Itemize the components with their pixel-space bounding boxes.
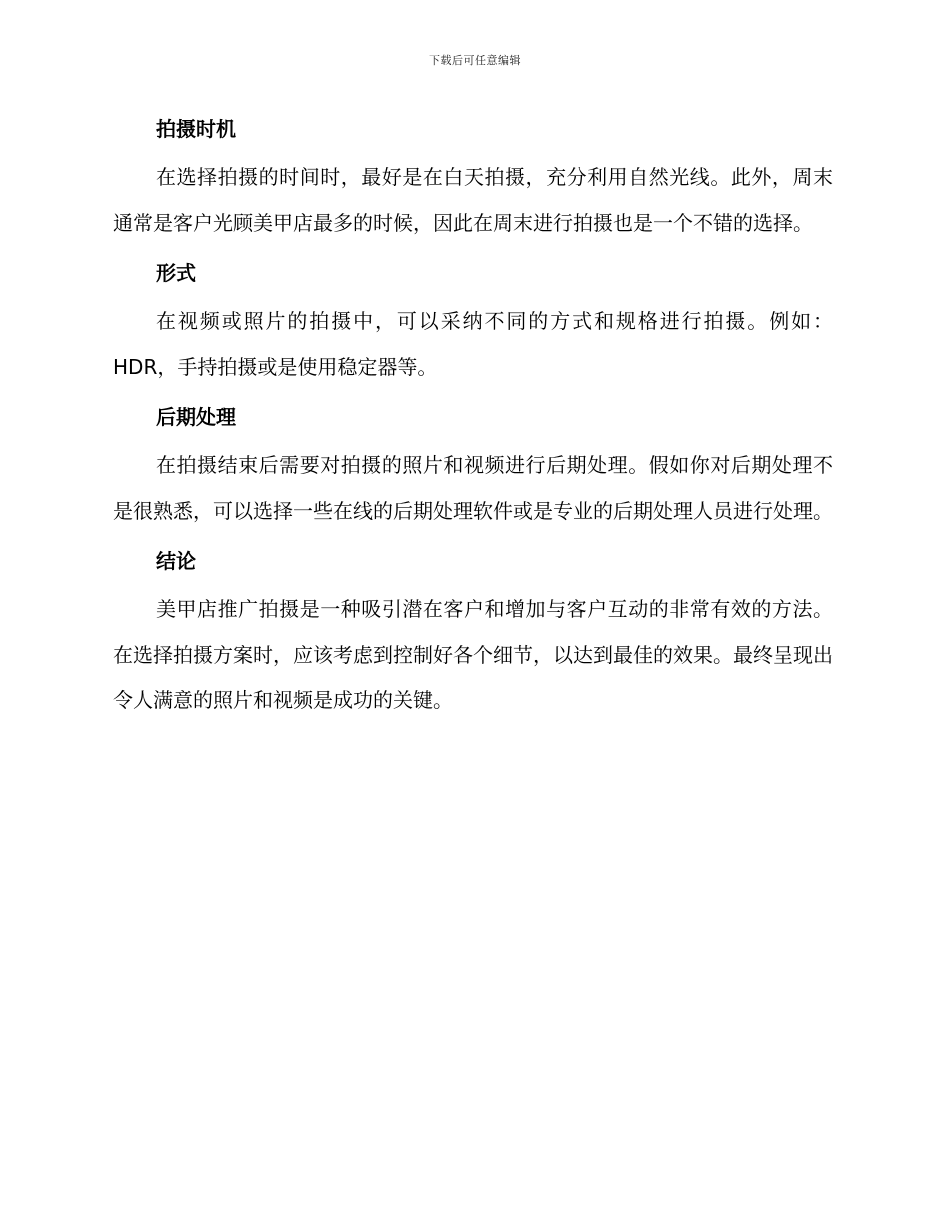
- section-heading: 拍摄时机: [156, 117, 236, 141]
- section-paragraph: 在视频或照片的拍摄中，可以采纳不同的方式和规格进行拍摄。例如：HDR，手持拍摄或是使用稳定器等。: [113, 309, 833, 379]
- section-paragraph: 美甲店推广拍摄是一种吸引潜在客户和增加与客户互动的非常有效的方法。在选择拍摄方案时，应该考虑到控制好各个细节，以达到最佳的效果。最终呈现出令人满意的照片和视频是成功的关键。: [113, 597, 833, 712]
- section-paragraph: 在拍摄结束后需要对拍摄的照片和视频进行后期处理。假如你对后期处理不是很熟悉，可以选择一些在线的后期处理软件或是专业的后期处理人员进行处理。: [113, 453, 833, 523]
- section-post-processing: [113, 401, 833, 545]
- section-heading: 结论: [156, 549, 196, 573]
- section-format: [113, 257, 833, 401]
- section-heading: 后期处理: [156, 405, 236, 429]
- page-header: 下载后可任意编辑: [429, 54, 521, 67]
- section-conclusion: [113, 545, 833, 724]
- section-heading: 形式: [156, 261, 196, 285]
- section-paragraph: 在选择拍摄的时间时，最好是在白天拍摄，充分利用自然光线。此外，周末通常是客户光顾美甲店最多的时候，因此在周末进行拍摄也是一个不错的选择。: [113, 165, 833, 235]
- document-body: [113, 113, 833, 724]
- section-shooting-timing: [113, 113, 833, 257]
